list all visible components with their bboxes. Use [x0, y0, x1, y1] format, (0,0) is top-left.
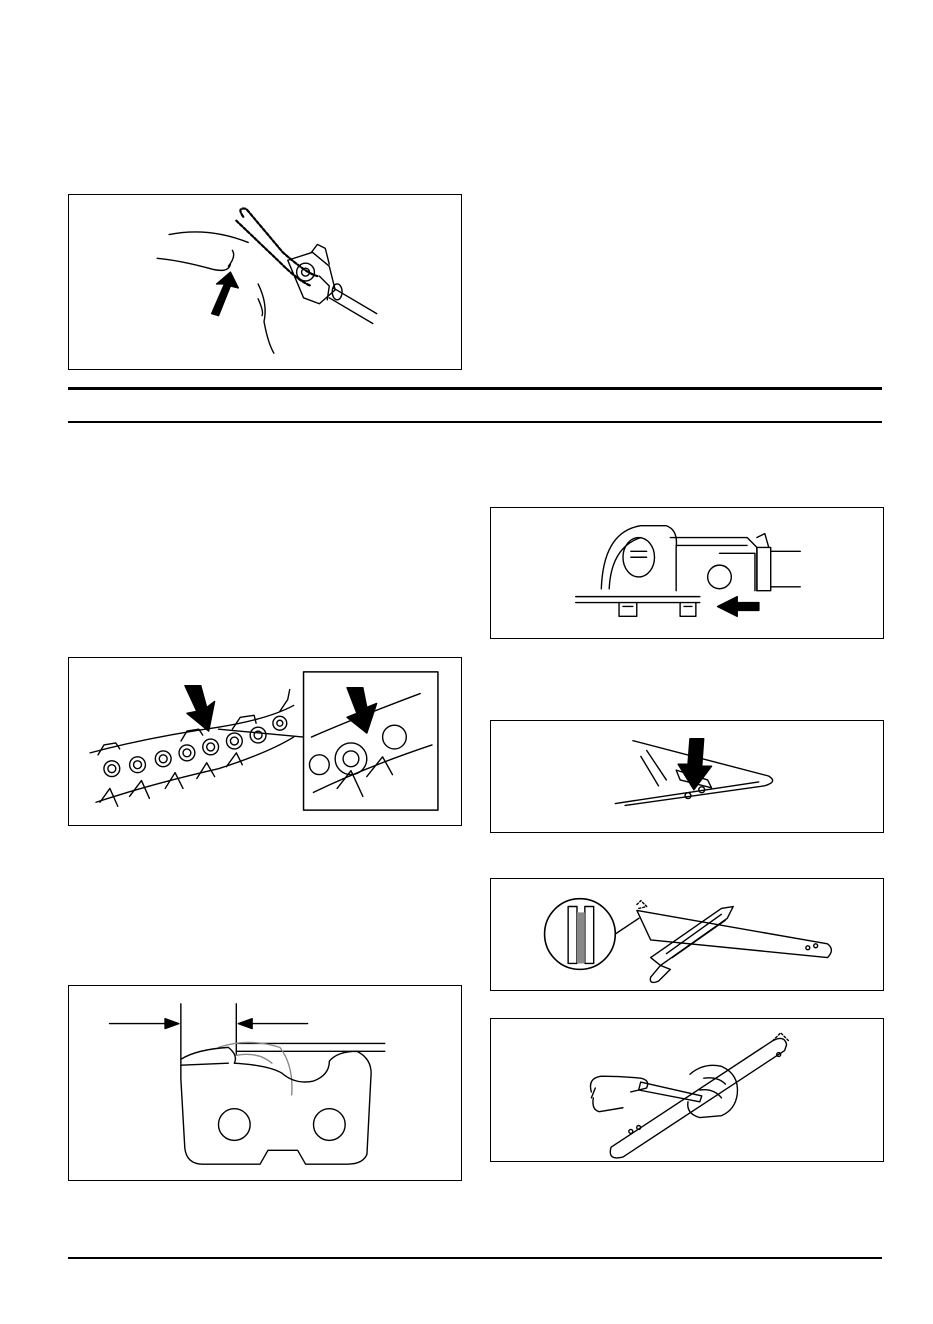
chain-tensioner-arrow-illustration	[491, 508, 883, 638]
cutter-depth-gauge-measurement-illustration	[69, 986, 461, 1180]
hands-deburring-guide-bar-illustration	[491, 1019, 883, 1161]
guide-bar-oil-hole-arrow-illustration	[491, 721, 883, 832]
hand-pressing-saw-chain-illustration	[69, 195, 461, 369]
section-rule-top	[68, 387, 882, 390]
figure-chain-tensioner	[490, 507, 884, 639]
section-rule-bottom	[68, 421, 882, 423]
figure-guide-bar-deburr	[490, 1018, 884, 1162]
figure-chain-drive-links	[68, 657, 462, 826]
guide-bar-groove-filing-illustration	[491, 879, 883, 990]
figure-cutter-depth-gauge	[68, 985, 462, 1181]
saw-chain-drive-link-detail-illustration	[69, 658, 461, 825]
footer-rule	[68, 1257, 882, 1259]
figure-hand-on-chain	[68, 194, 462, 370]
figure-guide-bar-file	[490, 878, 884, 991]
figure-guide-bar-oil-hole	[490, 720, 884, 833]
